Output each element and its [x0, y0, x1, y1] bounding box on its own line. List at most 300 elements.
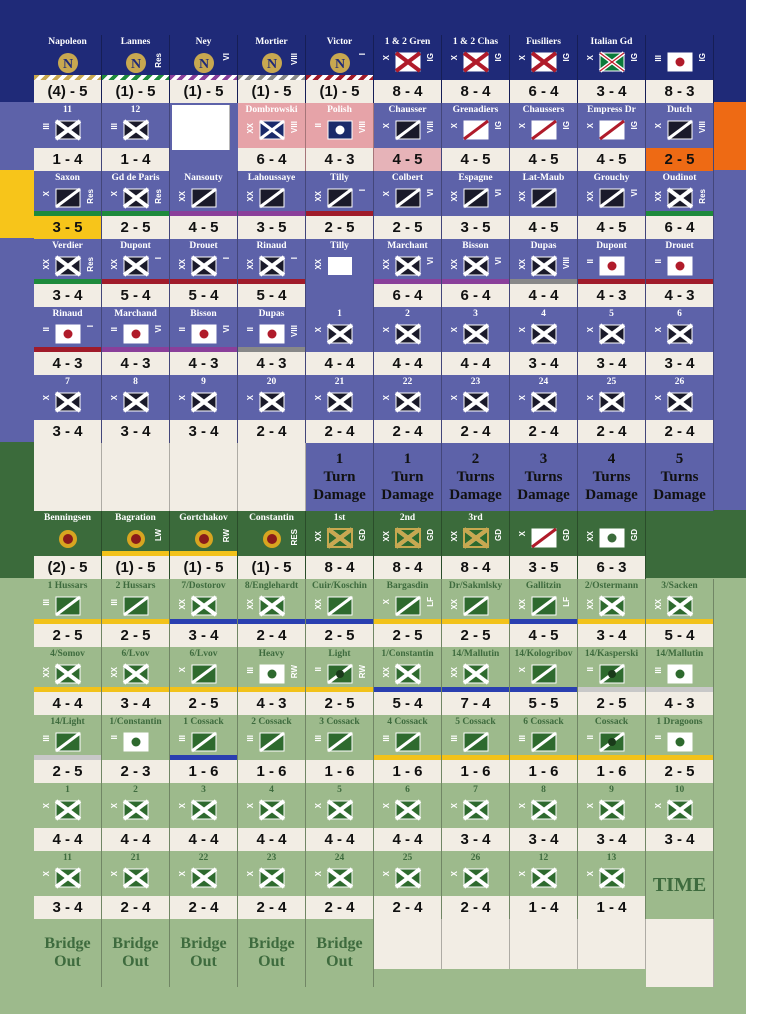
unit-strength: 4 - 5 [578, 148, 645, 171]
corps-mark: VI [222, 325, 231, 333]
damage-turns: 2 [471, 451, 480, 467]
corps-mark: VIII [290, 53, 299, 66]
unit-name: 14/Kologribov [514, 649, 573, 659]
unit-strength: 8 - 4 [306, 556, 373, 579]
corps-mark: IG [562, 121, 571, 130]
unit-strength: 3 - 4 [442, 828, 509, 851]
unit-counter [238, 171, 306, 239]
unit-name: 1/Constantin [381, 649, 434, 659]
svg-text:N: N [334, 57, 345, 72]
unit-counter [374, 851, 442, 919]
unit-counter [102, 647, 170, 715]
unit-name: 1 Hussars [47, 581, 88, 591]
corps-mark: VIII [426, 121, 435, 134]
unit-strength: 3 - 4 [578, 624, 645, 647]
unit-counter [34, 715, 102, 783]
unit-counter [646, 171, 714, 239]
corps-mark: VIII [358, 121, 367, 134]
unit-name: 8/Englehardt [244, 581, 299, 591]
unit-size-mark: X [518, 395, 527, 401]
unit-counter [646, 35, 714, 103]
unit-strength: 3 - 4 [34, 896, 101, 919]
unit-name: 14/Mallutin [451, 649, 500, 659]
unit-name: 2 [405, 309, 410, 319]
unit-name: 25 [402, 853, 413, 863]
damage-counter [374, 443, 442, 511]
unit-counter [170, 851, 238, 919]
unit-name: 2 Cossack [251, 717, 292, 727]
unit-size-mark: X [314, 395, 323, 401]
unit-counter [510, 511, 578, 579]
unit-size-mark: X [518, 531, 527, 537]
empty-slot [646, 919, 714, 987]
unit-name: 3 [473, 309, 478, 319]
unit-counter [646, 851, 714, 919]
unit-counter [170, 783, 238, 851]
unit-size-mark: XX [314, 259, 323, 270]
unit-name: 6 [405, 785, 410, 795]
blank-counter [172, 105, 230, 150]
unit-size-mark: XX [450, 599, 459, 610]
unit-name: 6 Cossack [523, 717, 564, 727]
unit-counter [374, 783, 442, 851]
leader-counter [238, 511, 306, 579]
corps-mark: Res [86, 257, 95, 272]
unit-counter [238, 647, 306, 715]
unit-name: 6/Lvov [189, 649, 218, 659]
unit-size-mark: XX [246, 259, 255, 270]
unit-counter [306, 851, 374, 919]
unit-strength: 6 - 4 [442, 284, 509, 307]
unit-name: 4 Cossack [387, 717, 428, 727]
unit-size-mark: X [450, 123, 459, 129]
damage-word: Damage [449, 487, 502, 503]
corps-mark: RES [290, 529, 299, 546]
unit-name: Dupont [120, 241, 151, 251]
unit-counter [374, 103, 442, 171]
unit-name: 11 [63, 105, 72, 115]
unit-strength: 2 - 4 [238, 896, 305, 919]
unit-size-mark: X [382, 191, 391, 197]
unit-counter [442, 647, 510, 715]
bridge-out-counter [34, 919, 102, 987]
unit-size-mark: II [586, 259, 595, 264]
leader-rating: (1) - 5 [238, 80, 305, 103]
unit-name: 14/Mallutin [655, 649, 704, 659]
unit-size-mark: X [110, 395, 119, 401]
unit-name: 20 [266, 377, 277, 387]
unit-counter [238, 239, 306, 307]
corps-mark: RW [290, 665, 299, 679]
unit-strength: 4 - 4 [306, 352, 373, 375]
unit-strength: 2 - 5 [170, 692, 237, 715]
unit-strength: 8 - 4 [374, 80, 441, 103]
unit-strength: 3 - 4 [578, 828, 645, 851]
unit-strength: 2 - 3 [102, 760, 169, 783]
unit-size-mark: X [450, 55, 459, 61]
unit-strength: 4 - 3 [238, 692, 305, 715]
corps-mark: GD [630, 529, 639, 541]
unit-counter [34, 375, 102, 443]
unit-size-mark: X [450, 803, 459, 809]
unit-size-mark: III [518, 735, 527, 742]
unit-counter [238, 307, 306, 375]
unit-counter [578, 579, 646, 647]
unit-size-mark: II [654, 735, 663, 740]
unit-size-mark: X [382, 871, 391, 877]
unit-name: Bargasdin [386, 581, 429, 591]
corps-mark: I [358, 53, 367, 56]
unit-name: 14/Light [50, 717, 85, 727]
unit-name: 1 & 2 Gren [384, 37, 431, 47]
unit-name: 3/Sacken [661, 581, 698, 591]
dark-green-edge-marker [0, 442, 34, 510]
unit-counter [442, 579, 510, 647]
unit-strength: 2 - 5 [306, 692, 373, 715]
svg-text:N: N [266, 57, 277, 72]
corps-mark: LF [426, 597, 435, 607]
unit-size-mark: X [382, 123, 391, 129]
unit-size-mark: X [110, 191, 119, 197]
unit-strength: 1 - 6 [306, 760, 373, 783]
unit-counter [442, 511, 510, 579]
unit-size-mark: X [586, 327, 595, 333]
unit-strength: 2 - 4 [306, 420, 373, 443]
unit-name: 7 [65, 377, 70, 387]
unit-strength: 4 - 5 [442, 148, 509, 171]
unit-name: Gallitzin [525, 581, 562, 591]
corps-mark: IG [494, 121, 503, 130]
unit-size-mark: III [450, 735, 459, 742]
unit-strength: 6 - 4 [510, 80, 577, 103]
unit-counter [170, 239, 238, 307]
unit-name: Cossack [594, 717, 629, 727]
unit-size-mark: X [450, 395, 459, 401]
unit-name: 1st [333, 513, 346, 523]
unit-counter [646, 307, 714, 375]
unit-size-mark: XX [518, 259, 527, 270]
unit-name: Dutch [667, 105, 692, 115]
unit-counter [102, 851, 170, 919]
unit-strength: 3 - 4 [646, 352, 713, 375]
leader-name: Napoleon [48, 37, 87, 47]
corps-mark: IG [426, 53, 435, 62]
corps-mark: VIII [290, 325, 299, 338]
unit-size-mark: II [42, 327, 51, 332]
unit-size-mark: X [382, 55, 391, 61]
unit-counter [34, 783, 102, 851]
damage-word: Damage [381, 487, 434, 503]
empty-slot [238, 443, 306, 511]
unit-name: Verdier [52, 241, 83, 251]
unit-name: 24 [334, 853, 345, 863]
unit-strength: 1 - 6 [510, 760, 577, 783]
unit-size-mark: XX [178, 191, 187, 202]
unit-strength: 6 - 4 [646, 216, 713, 239]
unit-counter [34, 647, 102, 715]
bridge-out-label: Bridge Out [112, 935, 159, 970]
damage-turn-word: Turns [456, 469, 495, 485]
empty-slot [374, 919, 442, 969]
unit-strength: 5 - 5 [510, 692, 577, 715]
unit-strength: 8 - 3 [646, 80, 713, 103]
unit-counter [578, 511, 646, 579]
unit-counter [510, 307, 578, 375]
corps-mark: Res [154, 189, 163, 204]
unit-size-mark: X [518, 55, 527, 61]
damage-word: Damage [313, 487, 366, 503]
unit-counter [170, 307, 238, 375]
unit-counter [510, 715, 578, 783]
unit-strength: 1 - 4 [34, 148, 101, 171]
unit-counter [578, 307, 646, 375]
unit-strength: 5 - 4 [170, 284, 237, 307]
unit-strength: 4 - 5 [510, 624, 577, 647]
unit-size-mark: X [518, 803, 527, 809]
unit-size-mark: XX [246, 599, 255, 610]
unit-counter [578, 35, 646, 103]
damage-turn-word: Turns [592, 469, 631, 485]
unit-size-mark: II [110, 327, 119, 332]
unit-strength: 2 - 5 [306, 216, 373, 239]
unit-name: 26 [470, 853, 481, 863]
unit-counter [578, 375, 646, 443]
unit-counter [170, 375, 238, 443]
corps-mark: VI [154, 325, 163, 333]
unit-size-mark: X [654, 803, 663, 809]
unit-strength: 4 - 3 [34, 352, 101, 375]
unit-name: 13 [606, 853, 617, 863]
damage-counter [510, 443, 578, 511]
unit-counter [102, 307, 170, 375]
unit-counter [306, 579, 374, 647]
unit-name: 1 [65, 785, 70, 795]
damage-turn-word: Turn [391, 469, 424, 485]
corps-mark: IG [562, 53, 571, 62]
unit-counter [374, 35, 442, 103]
unit-size-mark: X [246, 803, 255, 809]
unit-name: 10 [674, 785, 685, 795]
damage-word: Damage [653, 487, 706, 503]
unit-size-mark: III [246, 735, 255, 742]
corps-mark: Res [698, 189, 707, 204]
unit-size-mark: II [314, 123, 323, 128]
unit-strength: 4 - 5 [510, 148, 577, 171]
unit-strength: 2 - 5 [442, 624, 509, 647]
unit-size-mark: X [518, 667, 527, 673]
unit-name: 5 [609, 309, 614, 319]
unit-name: 8 [133, 377, 138, 387]
unit-name: 2 Hussars [115, 581, 156, 591]
bridge-out-counter [170, 919, 238, 987]
unit-size-mark: III [654, 667, 663, 674]
unit-counter [170, 715, 238, 783]
unit-size-mark: X [382, 395, 391, 401]
leader-counter [102, 511, 170, 579]
leader-name: Lannes [120, 37, 151, 47]
unit-strength: 4 - 4 [238, 828, 305, 851]
unit-counter [510, 851, 578, 919]
unit-name: Dupont [596, 241, 627, 251]
unit-counter [442, 103, 510, 171]
unit-size-mark: XX [42, 667, 51, 678]
unit-strength: 1 - 6 [238, 760, 305, 783]
corps-mark: VIII [562, 257, 571, 270]
corps-mark: RW [358, 665, 367, 679]
leader-counter [306, 35, 374, 103]
unit-name: Tilly [330, 241, 349, 251]
svg-text:N: N [130, 57, 141, 72]
unit-counter [170, 647, 238, 715]
unit-name: 8 [541, 785, 546, 795]
unit-strength: 2 - 4 [442, 420, 509, 443]
corps-mark: GD [426, 529, 435, 541]
unit-counter [646, 375, 714, 443]
unit-size-mark: XX [450, 259, 459, 270]
unit-strength: 5 - 4 [238, 284, 305, 307]
unit-size-mark: III [110, 123, 119, 130]
unit-name: Dr/Sakmlsky [448, 581, 503, 591]
damage-turn-word: Turn [323, 469, 356, 485]
unit-name: 5 [337, 785, 342, 795]
leader-name: Gortchakov [179, 513, 228, 523]
unit-name: 4 [269, 785, 274, 795]
unit-size-mark: X [654, 395, 663, 401]
unit-counter [238, 579, 306, 647]
leader-name: Victor [326, 37, 353, 47]
corps-mark: VI [630, 189, 639, 197]
unit-size-mark: X [42, 191, 51, 197]
unit-counter [102, 715, 170, 783]
unit-counter [510, 783, 578, 851]
unit-name: Marchand [114, 309, 157, 319]
unit-counter [306, 103, 374, 171]
unit-size-mark: II [314, 667, 323, 672]
unit-name: 11 [63, 853, 72, 863]
unit-counter [510, 647, 578, 715]
unit-size-mark: III [314, 735, 323, 742]
unit-name: Bisson [190, 309, 217, 319]
unit-name: Rinaud [256, 241, 287, 251]
unit-strength: 2 - 4 [646, 420, 713, 443]
unit-name: 7/Dostorov [181, 581, 226, 591]
unit-name: Empress Dr [587, 105, 636, 115]
unit-strength: 2 - 4 [374, 420, 441, 443]
unit-counter [170, 579, 238, 647]
unit-strength: 6 - 4 [238, 148, 305, 171]
unit-counter [238, 103, 306, 171]
leader-counter [170, 511, 238, 579]
unit-size-mark: XX [382, 667, 391, 678]
unit-strength: 3 - 4 [102, 692, 169, 715]
unit-counter [646, 783, 714, 851]
unit-size-mark: X [246, 871, 255, 877]
empty-slot [442, 919, 510, 969]
unit-strength: 3 - 5 [34, 216, 101, 239]
unit-strength: 3 - 4 [34, 420, 101, 443]
unit-counter [646, 103, 714, 171]
unit-counter [102, 579, 170, 647]
leader-rating: (2) - 5 [34, 556, 101, 579]
unit-strength: 1 - 6 [374, 760, 441, 783]
unit-size-mark: XX [178, 599, 187, 610]
unit-name: 3 [201, 785, 206, 795]
unit-size-mark: II [178, 327, 187, 332]
unit-name: 26 [674, 377, 685, 387]
unit-counter [442, 307, 510, 375]
unit-strength: 2 - 5 [102, 624, 169, 647]
unit-counter [102, 103, 170, 171]
unit-size-mark: X [450, 327, 459, 333]
corps-mark: I [86, 325, 95, 328]
unit-name: 12 [130, 105, 141, 115]
unit-size-mark: II [246, 327, 255, 332]
unit-strength: 4 - 4 [170, 828, 237, 851]
unit-size-mark: XX [654, 191, 663, 202]
corps-mark: VIII [290, 121, 299, 134]
unit-name: 1/Constantin [109, 717, 162, 727]
unit-strength: 5 - 4 [646, 624, 713, 647]
unit-strength: 3 - 4 [510, 352, 577, 375]
unit-strength: 3 - 4 [170, 420, 237, 443]
unit-counter [646, 715, 714, 783]
unit-name: Chaussers [522, 105, 565, 115]
unit-counter [442, 715, 510, 783]
leader-counter [34, 35, 102, 103]
unit-size-mark: XX [586, 531, 595, 542]
unit-size-mark: X [314, 871, 323, 877]
unit-name: Italian Gd [590, 37, 633, 47]
corps-mark: VI [494, 257, 503, 265]
damage-word: Damage [517, 487, 570, 503]
unit-name: Dupas [258, 309, 285, 319]
unit-size-mark: X [382, 327, 391, 333]
unit-counter [306, 307, 374, 375]
leader-rating: (1) - 5 [170, 80, 237, 103]
unit-size-mark: XX [518, 191, 527, 202]
unit-size-mark: X [586, 871, 595, 877]
unit-strength: 2 - 5 [306, 624, 373, 647]
counter-sheet-grid [34, 35, 714, 1020]
unit-counter [374, 579, 442, 647]
corps-mark: VIII [698, 121, 707, 134]
unit-counter [578, 851, 646, 919]
unit-size-mark: X [654, 327, 663, 333]
bridge-out-label: Bridge Out [316, 935, 363, 970]
unit-strength: 3 - 4 [646, 828, 713, 851]
unit-strength: 3 - 5 [510, 556, 577, 579]
unit-strength: 3 - 5 [238, 216, 305, 239]
unit-name: Lat-Maub [522, 173, 565, 183]
french-white-corner [746, 0, 779, 102]
unit-strength: 1 - 6 [578, 760, 645, 783]
unit-size-mark: III [42, 599, 51, 606]
unit-name: 4/Somov [50, 649, 85, 659]
unit-counter [510, 239, 578, 307]
unit-name: Espagne [458, 173, 493, 183]
unit-strength: 4 - 5 [170, 216, 237, 239]
unit-strength: 5 - 4 [102, 284, 169, 307]
unit-strength: 2 - 4 [374, 896, 441, 919]
leader-name: Mortier [255, 37, 288, 47]
leader-rating: (1) - 5 [238, 556, 305, 579]
damage-turns: 3 [539, 451, 548, 467]
unit-counter [34, 239, 102, 307]
corps-mark: I [290, 257, 299, 260]
corps-mark: IG [630, 121, 639, 130]
unit-counter [510, 375, 578, 443]
unit-counter [306, 647, 374, 715]
